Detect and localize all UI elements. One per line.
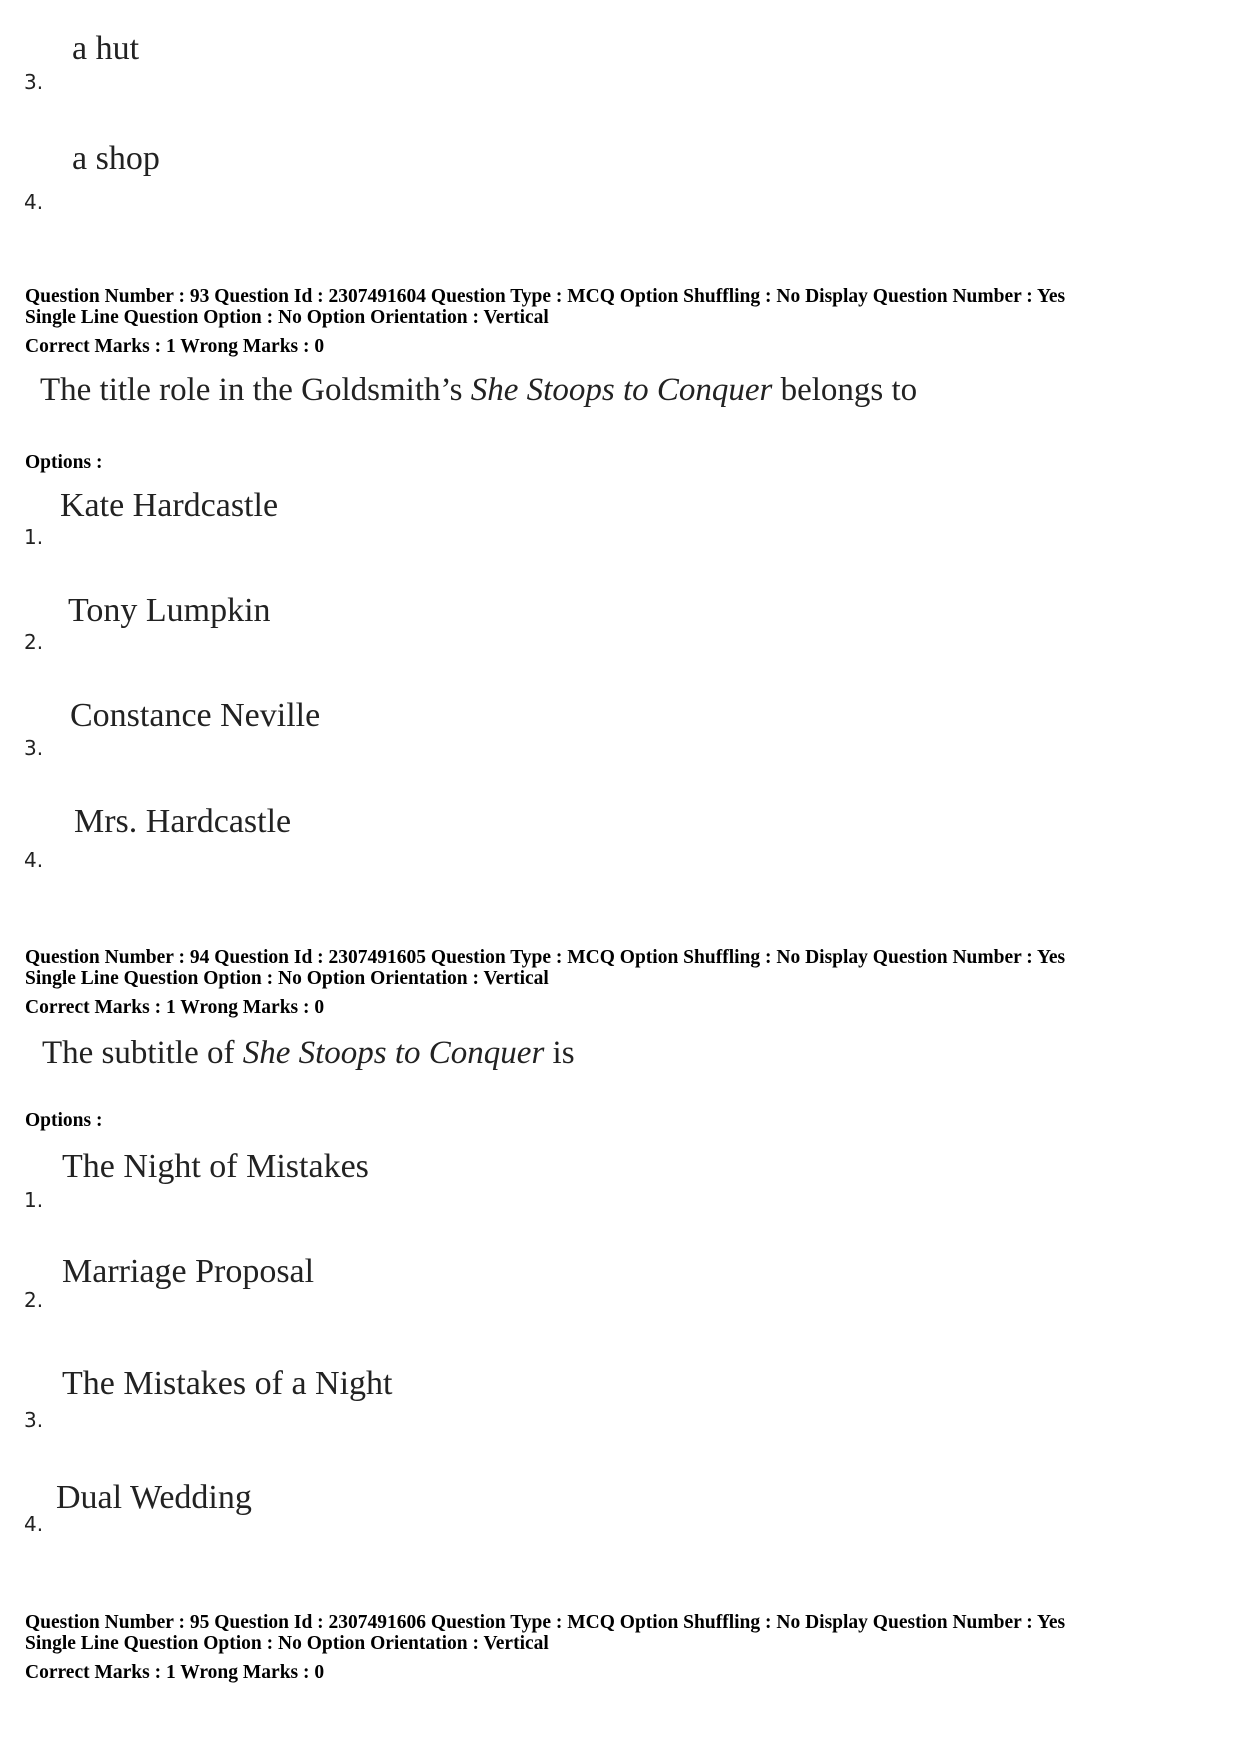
options-label: Options :	[25, 1110, 103, 1131]
option-text: Marriage Proposal	[62, 1253, 315, 1290]
question-marks: Correct Marks : 1 Wrong Marks : 0	[25, 336, 325, 357]
option-text: Kate Hardcastle	[60, 487, 279, 524]
question-meta-line: Question Number : 95 Question Id : 2307491606 Question Type : MCQ Option Shuffling : No Display Question Number : Yes	[25, 1612, 1066, 1633]
option-number: 3.	[24, 70, 44, 94]
question-stem: The title role in the Goldsmith’s She Stoops to Conquer belongs to	[40, 372, 918, 408]
option-text: Dual Wedding	[56, 1479, 252, 1516]
option-number: 4.	[24, 1512, 44, 1536]
option-text: Tony Lumpkin	[68, 592, 271, 629]
option-text: The Night of Mistakes	[62, 1148, 369, 1185]
question-meta-line: Single Line Question Option : No Option Orientation : Vertical	[25, 1633, 549, 1654]
question-meta-line: Single Line Question Option : No Option Orientation : Vertical	[25, 307, 549, 328]
option-text: The Mistakes of a Night	[62, 1365, 393, 1402]
option-text: Constance Neville	[70, 697, 321, 734]
option-number: 1.	[24, 525, 44, 549]
option-text: Mrs. Hardcastle	[74, 803, 292, 840]
option-number: 3.	[24, 1408, 44, 1432]
option-text: a hut	[72, 30, 140, 67]
question-stem: The subtitle of She Stoops to Conquer is	[42, 1035, 575, 1071]
option-number: 2.	[24, 1288, 44, 1312]
question-marks: Correct Marks : 1 Wrong Marks : 0	[25, 997, 325, 1018]
option-number: 2.	[24, 630, 44, 654]
question-meta-line: Single Line Question Option : No Option Orientation : Vertical	[25, 968, 549, 989]
option-text: a shop	[72, 140, 160, 177]
option-number: 3.	[24, 736, 44, 760]
question-marks: Correct Marks : 1 Wrong Marks : 0	[25, 1662, 325, 1683]
option-number: 4.	[24, 190, 44, 214]
options-label: Options :	[25, 452, 103, 473]
question-meta-line: Question Number : 94 Question Id : 2307491605 Question Type : MCQ Option Shuffling : No Display Question Number : Yes	[25, 947, 1066, 968]
option-number: 4.	[24, 848, 44, 872]
option-number: 1.	[24, 1188, 44, 1212]
question-meta-line: Question Number : 93 Question Id : 2307491604 Question Type : MCQ Option Shuffling : No Display Question Number : Yes	[25, 286, 1066, 307]
